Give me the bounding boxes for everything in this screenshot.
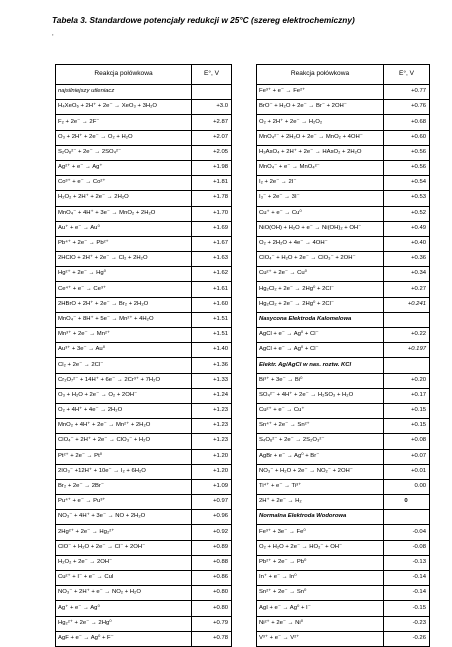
reaction-cell: ClO⁻ + H₂O + 2e⁻ → Cl⁻ + 2OH⁻ — [56, 540, 192, 555]
reaction-cell: H₂O₂ + 2H⁺ + 2e⁻ → 2H₂O — [56, 191, 192, 206]
potential-value: +0.17 — [384, 388, 430, 403]
potential-value: +0.53 — [384, 191, 430, 206]
potential-value: +0.76 — [384, 100, 430, 115]
table-header-row — [56, 65, 232, 85]
table-row — [56, 191, 232, 206]
empty-cell — [384, 312, 430, 327]
header-reaction: Reakcja połówkowa — [56, 65, 192, 85]
reference-electrode-row — [257, 312, 430, 327]
potential-value: +0.15 — [384, 419, 430, 434]
reaction-cell: AgF + e⁻ → Ag⁰ + F⁻ — [56, 631, 192, 646]
table-row — [257, 495, 430, 510]
table-row — [56, 464, 232, 479]
potential-value: -0.13 — [384, 555, 430, 570]
table-row — [56, 252, 232, 267]
reaction-cell: O₂ + H₂O + 2e⁻ → HO₂⁻ + OH⁻ — [257, 540, 384, 555]
header-potential: E°, V — [384, 65, 430, 85]
potential-value: -0.23 — [384, 616, 430, 631]
reaction-cell: MnO₄⁻ + 8H⁺ + 5e⁻ → Mn²⁺ + 4H₂O — [56, 312, 192, 327]
potential-value: +0.40 — [384, 236, 430, 251]
table-row — [56, 601, 232, 616]
potential-value: +1.36 — [192, 358, 232, 373]
potential-value: +0.96 — [192, 510, 232, 525]
table-row — [257, 601, 430, 616]
table-row — [257, 206, 430, 221]
reaction-cell: Pb⁴⁺ + 2e⁻ → Pb²⁺ — [56, 236, 192, 251]
potential-value: +2.05 — [192, 145, 232, 160]
table-row — [56, 388, 232, 403]
reaction-cell: Cu²⁺ + e⁻ → Cu⁺ — [257, 403, 384, 418]
reaction-cell: H₂O₂ + 2e⁻ → 2OH⁻ — [56, 555, 192, 570]
potential-value: +0.56 — [384, 160, 430, 175]
reaction-cell: Au⁺ + e⁻ → Au⁰ — [56, 221, 192, 236]
potential-value: +1.23 — [192, 434, 232, 449]
table-row — [257, 297, 430, 312]
reaction-cell: Co³⁺ + e⁻ → Co²⁺ — [56, 176, 192, 191]
reaction-cell: najsilniejszy utleniacz — [56, 85, 192, 100]
table-row — [56, 221, 232, 236]
table-row — [56, 312, 232, 327]
table-row — [257, 555, 430, 570]
reaction-cell: AgCl + e⁻ → Ag⁰ + Cl⁻ — [257, 328, 384, 343]
table-row — [56, 85, 232, 100]
reaction-cell: Ni²⁺ + 2e⁻ → Ni⁰ — [257, 616, 384, 631]
table-row — [56, 449, 232, 464]
reaction-cell: F₂ + 2e⁻ → 2F⁻ — [56, 115, 192, 130]
header-potential: E°, V — [192, 65, 232, 85]
potential-value: +1.69 — [192, 221, 232, 236]
table-header-row — [257, 65, 430, 85]
table-row — [257, 525, 430, 540]
reaction-cell: In⁺ + e⁻ → In⁰ — [257, 571, 384, 586]
potential-value: +0.78 — [192, 631, 232, 646]
reaction-cell: Pu⁴⁺ + e⁻ → Pu³⁺ — [56, 495, 192, 510]
reaction-cell: NO₃⁻ + 2H⁺ + e⁻ → NO₂ + H₂O — [56, 586, 192, 601]
potential-value: +1.78 — [192, 191, 232, 206]
potential-value: +0.79 — [192, 616, 232, 631]
potential-value: +0.15 — [384, 403, 430, 418]
table-row — [257, 419, 430, 434]
table-row — [257, 115, 430, 130]
table-row — [56, 571, 232, 586]
potential-value: +0.08 — [384, 434, 430, 449]
reaction-cell: AgBr + e⁻ → Ag⁰ + Br⁻ — [257, 449, 384, 464]
table-row — [257, 176, 430, 191]
subtitle-mark: , — [52, 31, 54, 37]
table-row — [56, 358, 232, 373]
reaction-cell: AgCl + e⁻ → Ag⁰ + Cl⁻ — [257, 343, 384, 358]
table-row — [56, 115, 232, 130]
reaction-cell: Cr₂O₇²⁻ + 14H⁺ + 6e⁻ → 2Cr³⁺ + 7H₂O — [56, 373, 192, 388]
table-row — [257, 388, 430, 403]
reaction-cell: Mn³⁺ + 2e⁻ → Mn²⁺ — [56, 328, 192, 343]
table-row — [56, 616, 232, 631]
empty-cell — [384, 510, 430, 525]
reaction-cell: MnO₂ + 4H⁺ + 2e⁻ → Mn²⁺ + 2H₂O — [56, 419, 192, 434]
table-row — [56, 328, 232, 343]
reaction-cell: I₂ + 2e⁻ → 2I⁻ — [257, 176, 384, 191]
table-row — [56, 403, 232, 418]
potential-value: +0.241 — [384, 297, 430, 312]
potential-value: +0.52 — [384, 206, 430, 221]
right-potential-table — [256, 64, 430, 647]
potential-value: +1.51 — [192, 328, 232, 343]
table-row — [56, 236, 232, 251]
potential-value: +1.70 — [192, 206, 232, 221]
reaction-cell: V³⁺ + e⁻ → V²⁺ — [257, 631, 384, 646]
reaction-cell: Ag²⁺ + e⁻ → Ag⁺ — [56, 160, 192, 175]
reaction-cell: S₂O₈²⁻ + 2e⁻ → 2SO₄²⁻ — [56, 145, 192, 160]
potential-value: +0.97 — [192, 495, 232, 510]
potential-value — [192, 85, 232, 100]
potential-value: +1.51 — [192, 312, 232, 327]
potential-value: +1.62 — [192, 267, 232, 282]
reaction-cell: Cu²⁺ + 2e⁻ → Cu⁰ — [257, 267, 384, 282]
potential-value: +0.197 — [384, 343, 430, 358]
table-row — [56, 373, 232, 388]
table-row — [56, 510, 232, 525]
reaction-cell: O₂ + 2H₂O + 4e⁻ → 4OH⁻ — [257, 236, 384, 251]
potential-value: +1.20 — [192, 464, 232, 479]
table-row — [56, 297, 232, 312]
reaction-cell: Pt²⁺ + 2e⁻ → Pt⁰ — [56, 449, 192, 464]
table-row — [257, 282, 430, 297]
empty-cell — [384, 358, 430, 373]
potential-value: -0.15 — [384, 601, 430, 616]
potential-value: +3.0 — [192, 100, 232, 115]
table-row — [257, 449, 430, 464]
reaction-cell: Cu²⁺ + I⁻ + e⁻ → CuI — [56, 571, 192, 586]
reaction-cell: S₄O₆²⁻ + 2e⁻ → 2S₂O₃²⁻ — [257, 434, 384, 449]
table-row — [257, 100, 430, 115]
reaction-cell: NO₃⁻ + H₂O + 2e⁻ → NO₂⁻ + 2OH⁻ — [257, 464, 384, 479]
reaction-cell: Ag⁺ + e⁻ → Ag⁰ — [56, 601, 192, 616]
table-row — [257, 373, 430, 388]
table-row — [56, 160, 232, 175]
potential-value: +0.68 — [384, 115, 430, 130]
table-row — [257, 616, 430, 631]
page-title: Tabela 3. Standardowe potencjały redukcji w 25°C (szereg elektrochemiczny) — [52, 15, 355, 25]
reaction-cell: O₂ + 4H⁺ + 4e⁻ → 2H₂O — [56, 403, 192, 418]
table-row — [257, 252, 430, 267]
potential-value: -0.26 — [384, 631, 430, 646]
reaction-cell: Fe³⁺ + 3e⁻ → Fe⁰ — [257, 525, 384, 540]
table-row — [257, 464, 430, 479]
reaction-cell: Br₂ + 2e⁻ → 2Br⁻ — [56, 479, 192, 494]
potential-value: +0.36 — [384, 252, 430, 267]
table-row — [257, 130, 430, 145]
table-row — [257, 267, 430, 282]
potential-value: +1.24 — [192, 388, 232, 403]
potential-value: -0.04 — [384, 525, 430, 540]
table-row — [56, 130, 232, 145]
reaction-cell: Ce⁴⁺ + e⁻ → Ce³⁺ — [56, 282, 192, 297]
reaction-cell: 2H⁺ + 2e⁻ → H₂ — [257, 495, 384, 510]
reaction-cell: O₃ + 2H⁺ + 2e⁻ → O₂ + H₂O — [56, 130, 192, 145]
potential-value: +0.20 — [384, 373, 430, 388]
potential-value: 0 — [384, 495, 430, 510]
table-row — [257, 434, 430, 449]
table-row — [56, 434, 232, 449]
reaction-cell: Sn⁴⁺ + 2e⁻ → Sn²⁺ — [257, 419, 384, 434]
reaction-cell: Cl₂ + 2e⁻ → 2Cl⁻ — [56, 358, 192, 373]
reaction-cell: Ti⁴⁺ + e⁻ → Ti³⁺ — [257, 479, 384, 494]
reaction-cell: MnO₄⁻ + 4H⁺ + 3e⁻ → MnO₂ + 2H₂O — [56, 206, 192, 221]
potential-value: +1.33 — [192, 373, 232, 388]
table-row — [56, 479, 232, 494]
potential-value: +0.22 — [384, 328, 430, 343]
potential-value: +1.20 — [192, 449, 232, 464]
table-row — [257, 160, 430, 175]
potential-value: +0.01 — [384, 464, 430, 479]
table-row — [56, 555, 232, 570]
table-row — [257, 236, 430, 251]
potential-value: +1.81 — [192, 176, 232, 191]
reaction-cell: 2Hg²⁺ + 2e⁻ → Hg₂²⁺ — [56, 525, 192, 540]
table-row — [257, 540, 430, 555]
reaction-cell: O₂ + 2H⁺ + 2e⁻ → H₂O₂ — [257, 115, 384, 130]
reaction-cell: ClO₄⁻ + H₂O + 2e⁻ → ClO₃⁻ + 2OH⁻ — [257, 252, 384, 267]
table-row — [257, 343, 430, 358]
potential-value: -0.08 — [384, 540, 430, 555]
table-row — [56, 100, 232, 115]
potential-value: +0.07 — [384, 449, 430, 464]
table-row — [257, 145, 430, 160]
reference-electrode-label: Elektr. Ag/AgCl w nas. roztw. KCl — [257, 358, 384, 373]
table-row — [56, 282, 232, 297]
potential-value: -0.14 — [384, 571, 430, 586]
table-row — [257, 571, 430, 586]
reaction-cell: O₃ + H₂O + 2e⁻ → O₂ + 2OH⁻ — [56, 388, 192, 403]
potential-value: +1.40 — [192, 343, 232, 358]
reaction-cell: 2HBrO + 2H⁺ + 2e⁻ → Br₂ + 2H₂O — [56, 297, 192, 312]
potential-value: +1.23 — [192, 419, 232, 434]
reaction-cell: H₄XeO₆ + 2H⁺ + 2e⁻ → XeO₃ + 3H₂O — [56, 100, 192, 115]
reaction-cell: Sn²⁺ + 2e⁻ → Sn⁰ — [257, 586, 384, 601]
potential-value: +0.80 — [192, 601, 232, 616]
reaction-cell: Hg₂²⁺ + 2e⁻ → 2Hg⁰ — [56, 616, 192, 631]
header-reaction: Reakcja połówkowa — [257, 65, 384, 85]
table-row — [257, 631, 430, 646]
table-row — [56, 145, 232, 160]
reaction-cell: I₃⁻ + 2e⁻ → 3I⁻ — [257, 191, 384, 206]
potential-value: +2.07 — [192, 130, 232, 145]
reference-electrode-row — [257, 358, 430, 373]
table-row — [257, 403, 430, 418]
reaction-cell: Pb²⁺ + 2e⁻ → Pb⁰ — [257, 555, 384, 570]
reaction-cell: AgI + e⁻ → Ag⁰ + I⁻ — [257, 601, 384, 616]
potential-value: +0.88 — [192, 555, 232, 570]
table-row — [56, 495, 232, 510]
reaction-cell: MnO₄⁻ + e⁻ → MnO₄²⁻ — [257, 160, 384, 175]
potential-value: +0.60 — [384, 130, 430, 145]
potential-value: +1.63 — [192, 252, 232, 267]
table-row — [56, 631, 232, 646]
potential-value: +0.54 — [384, 176, 430, 191]
table-row — [257, 586, 430, 601]
table-row — [257, 479, 430, 494]
table-row — [257, 328, 430, 343]
table-row — [257, 191, 430, 206]
table-row — [56, 343, 232, 358]
potential-value: +1.98 — [192, 160, 232, 175]
reaction-cell: Bi³⁺ + 3e⁻ → Bi⁰ — [257, 373, 384, 388]
potential-value: +0.56 — [384, 145, 430, 160]
table-row — [56, 267, 232, 282]
table-row — [56, 206, 232, 221]
reaction-cell: SO₄²⁻ + 4H⁺ + 2e⁻ → H₂SO₃ + H₂O — [257, 388, 384, 403]
table-row — [56, 419, 232, 434]
reaction-cell: NO₃⁻ + 4H⁺ + 3e⁻ → NO + 2H₂O — [56, 510, 192, 525]
table-row — [56, 176, 232, 191]
reaction-cell: Cu⁺ + e⁻ → Cu⁰ — [257, 206, 384, 221]
table-row — [56, 540, 232, 555]
potential-value: +0.77 — [384, 85, 430, 100]
reaction-cell: BrO⁻ + H₂O + 2e⁻ → Br⁻ + 2OH⁻ — [257, 100, 384, 115]
potential-value: 0.00 — [384, 479, 430, 494]
potential-value: +0.92 — [192, 525, 232, 540]
reaction-cell: Fe³⁺ + e⁻ → Fe²⁺ — [257, 85, 384, 100]
reference-electrode-label: Normalna Elektroda Wodorowa — [257, 510, 384, 525]
potential-value: +1.23 — [192, 403, 232, 418]
reference-electrode-label: Nasycona Elektroda Kalomelowa — [257, 312, 384, 327]
potential-value: -0.14 — [384, 586, 430, 601]
potential-value: +0.80 — [192, 586, 232, 601]
potential-value: +0.89 — [192, 540, 232, 555]
table-row — [56, 586, 232, 601]
table-row — [257, 85, 430, 100]
potential-value: +1.67 — [192, 236, 232, 251]
potential-value: +2.87 — [192, 115, 232, 130]
left-potential-table — [55, 64, 232, 647]
table-row — [257, 221, 430, 236]
reaction-cell: Hg₂Cl₂ + 2e⁻ → 2Hg⁰ + 2Cl⁻ — [257, 282, 384, 297]
reaction-cell: Au³⁺ + 3e⁻ → Au⁰ — [56, 343, 192, 358]
table-row — [56, 525, 232, 540]
reaction-cell: MnO₄²⁻ + 2H₂O + 2e⁻ → MnO₂ + 4OH⁻ — [257, 130, 384, 145]
potential-value: +0.27 — [384, 282, 430, 297]
potential-value: +0.49 — [384, 221, 430, 236]
reaction-cell: H₃AsO₄ + 2H⁺ + 2e⁻ → HAsO₂ + 2H₂O — [257, 145, 384, 160]
potential-value: +0.86 — [192, 571, 232, 586]
reaction-cell: 2HClO + 2H⁺ + 2e⁻ → Cl₂ + 2H₂O — [56, 252, 192, 267]
reference-electrode-row — [257, 510, 430, 525]
potential-value: +1.61 — [192, 282, 232, 297]
reaction-cell: Hg₂Cl₂ + 2e⁻ → 2Hg⁰ + 2Cl⁻ — [257, 297, 384, 312]
potential-value: +1.60 — [192, 297, 232, 312]
reaction-cell: 2IO₃⁻ +12H⁺ + 10e⁻ → I₂ + 6H₂O — [56, 464, 192, 479]
reaction-cell: Hg²⁺ + 2e⁻ → Hg⁰ — [56, 267, 192, 282]
potential-value: +1.09 — [192, 479, 232, 494]
reaction-cell: ClO₄⁻ + 2H⁺ + 2e⁻ → ClO₃⁻ + H₂O — [56, 434, 192, 449]
potential-value: +0.34 — [384, 267, 430, 282]
reaction-cell: NiO(OH) + H₂O + e⁻ → Ni(OH)₂ + OH⁻ — [257, 221, 384, 236]
